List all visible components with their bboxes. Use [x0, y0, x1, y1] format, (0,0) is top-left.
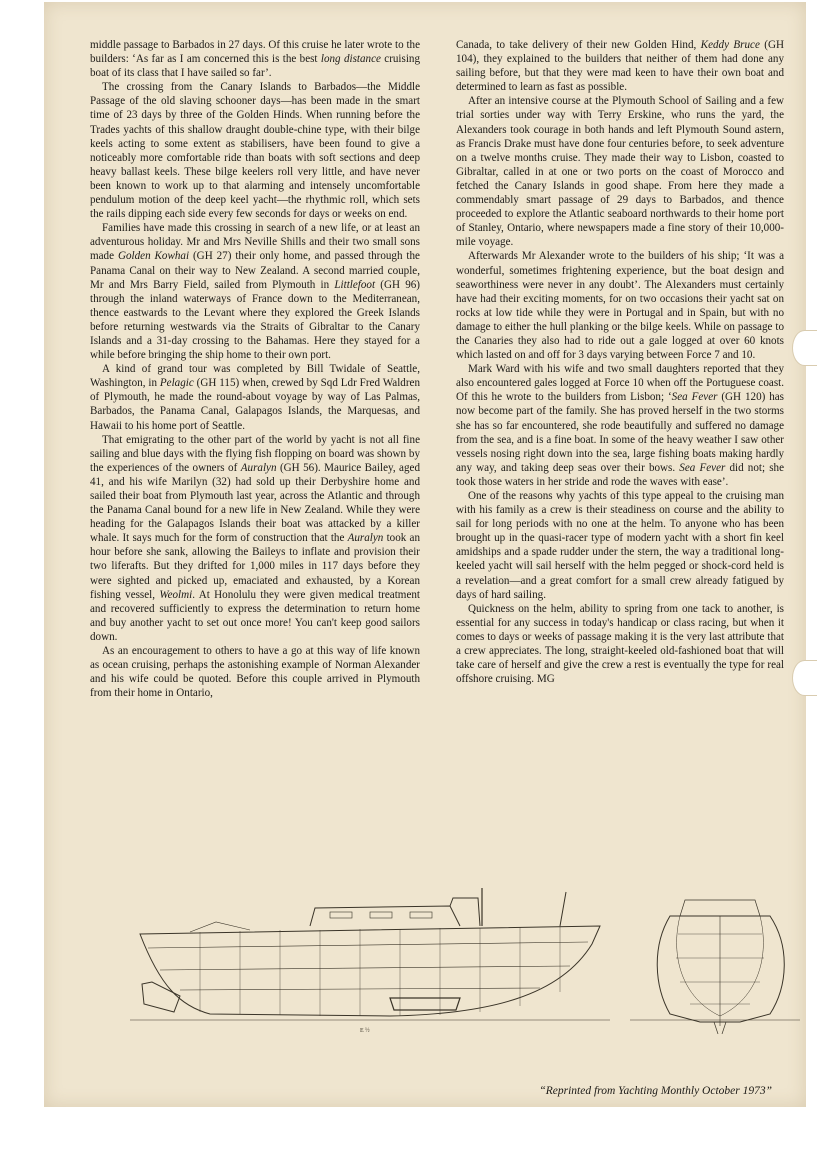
drawing-scale-label: E ½ [360, 1028, 370, 1034]
article-paragraph: Mark Ward with his wife and two small daughters reported that they also encountered gales logged at Force 10 when off the Portuguese coast. Of this he wrote to the builders from Lisbon; ‘Sea Fever (GH 120) has now become part of the family. She has proved herself in the two storms she has so far encountered, she rode beautifully and suffered no damage from the sea, and is a fine boat. In some of the heavy weather I saw other vessels nosing right down into the sea, large fishing boats making hardly any way, and taking deep seas over their bows. Sea Fever did not; she took those waters in her stride and rode the waves with ease’. [456, 363, 784, 488]
scanned-page [44, 2, 806, 1107]
article-paragraph: Afterwards Mr Alexander wrote to the builders of his ship; ‘It was a wonderful, sometimes frightening experience, but the boat design and seaworthiness were never in any doubt’. The Alexanders must certainly have had their exciting moments, for on two occasions their yacht sat on rocks at low tide while they were in Portugal and in Spain, but with no damage to either the hull planking or the bilge keels. While on passage to the Canaries they also had to ride out a gale logged at over 60 knots which lasted on and off for 3 days varying between Force 7 and 10. [456, 250, 784, 362]
deckhouse [310, 906, 460, 926]
hull-profile [140, 926, 600, 1016]
article-paragraph: The crossing from the Canary Islands to Barbados—the Middle Passage of the old slaving schooner days—has been made in the smart time of 23 days by three of the Golden Hinds. When running before the Trades yachts of this shallow draught double-chine type, with their bilge keels acting to some extent as stabilisers, have been found to give a noticeably more comfortable ride than boats with soft sections and deep heavy ballast keels. These bilge keelers roll very little, and have never been known to work up to that alarming and intensely uncomfortable pendulum motion of the deep keel yacht—the rhythmic roll, which sets the rails dipping each side every few seconds for days or weeks on end. [90, 81, 420, 221]
article-paragraph: Canada, to take delivery of their new Golden Hind, Keddy Bruce (GH 104), they explained to the builders that neither of them had done any sailing before, but that they were mad keen to have their own boat and determined to learn as fast as possible. [456, 39, 784, 94]
article-paragraph: Quickness on the helm, ability to spring from one tack to another, is essential for any success in today's handicap or class racing, but when it comes to days or weeks of passage making it is the very last attribute that a crew appreciates. The long, straight-keeled old-fashioned boat that will take care of herself and give the crew a rest is eventually the type for real offshore cruising. MG [456, 602, 784, 686]
bilge-keel [390, 998, 460, 1010]
yacht-lines-drawing [130, 886, 800, 1034]
article-column-right [456, 38, 784, 686]
article-paragraph: middle passage to Barbados in 27 days. Of this cruise he later wrote to the builders: ‘As far as I am concerned this is the best long distance cruising boat of its class that I have sailed so far’. [90, 39, 421, 80]
article-column-left [90, 38, 420, 700]
article-paragraph: That emigrating to the other part of the world by yacht is not all fine sailing and blue days with the flying fish flopping on board was shown by the experiences of the owners of Auralyn (GH 56). Maurice Bailey, aged 41, and his wife Marilyn (32) had sold up their Derbyshire home and sailed their boat from Plymouth last year, across the Atlantic and through the Panama Canal bound for a new life in New Zealand. While they were heading for the Galapagos Islands their boat was attacked by a killer whale. It says much for the form of construction that the Auralyn took an hour before she sank, allowing the Baileys to inflate and provision their two liferafts. But they drifted for 1,000 miles in 117 days before they were sighted and picked up, emaciated and exhausted, by a Korean fishing vessel, Weolmi. At Honolulu they were given medical treatment and recovered sufficiently to express the determination to return home and buy another yacht to set out once more! You can't keep good sailors down. [90, 433, 420, 643]
article-paragraph: One of the reasons why yachts of this type appeal to the cruising man with his family as a crew is their steadiness on course and the ability to sail for long periods with no one at the helm. To anyone who has been brought up in the quasi-racer type of modern yacht with a short fin keel amidships and a spade rudder under the stern, the way a traditional long-keeled yacht will sail herself with the helm pegged or shock-cord held is a revelation—and a great comfort for a small crew already fatigued by days of hard sailing. [456, 490, 784, 601]
reprint-caption: “Reprinted from Yachting Monthly October 1973” [539, 1085, 772, 1097]
article-paragraph: Families have made this crossing in search of a new life, or at least an adventurous holiday. Mr and Mrs Neville Shills and their two small sons made Golden Kowhai (GH 27) their only home, and passed through the Panama Canal on their way to New Zealand. A second married couple, Mr and Mrs Barry Field, sailed from Plymouth in Littlefoot (GH 96) through the inland waterways of France down to the Mediterranean, thence eastwards to the Levant where they explored the Greek Islands before returning westwards via the Straits of Gibraltar to the Canary Islands and a 31-day crossing to the Bahamas. Here they stayed for a while before bringing the ship home to their own port. [90, 222, 420, 362]
punch-hole-top [792, 330, 817, 366]
rudder [142, 982, 180, 1012]
article-paragraph: After an intensive course at the Plymouth School of Sailing and a few trial sorties under way with Terry Erskine, who runs the yard, the Alexanders took courage in both hands and left Plymouth Sound astern, as Francis Drake must have done four centuries before, to seek adventure on a twelve months cruise. They made their way to Lisbon, coasted to Gibraltar, called in at one or two ports on the coast of Morocco and fetched the Canary Islands in good shape. From here they made a commendably smart passage of 29 days to Barbados, and thence proceeded to explore the Atlantic seaboard northwards to their home port of Stanley, Ontario, where newspapers made a fine story of their 10,000-mile voyage. [456, 95, 784, 249]
punch-hole-bottom [792, 660, 817, 696]
body-plan-section [657, 916, 784, 1022]
article-paragraph: A kind of grand tour was completed by Bill Twidale of Seattle, Washington, in Pelagic (GH 115) when, crewed by Sqd Ldr Fred Waldren of Plymouth, he made the round-about voyage by way of Las Palmas, Barbados, the Panama Canal, Galapagos Islands, the Marquesas, and Hawaii to his home port of Seattle. [90, 363, 420, 432]
article-paragraph: As an encouragement to others to have a go at this way of life known as ocean cruising, perhaps the astonishing example of Norman Alexander and his wife could be quoted. Before this couple arrived in Plymouth from their home in Ontario, [90, 645, 420, 700]
